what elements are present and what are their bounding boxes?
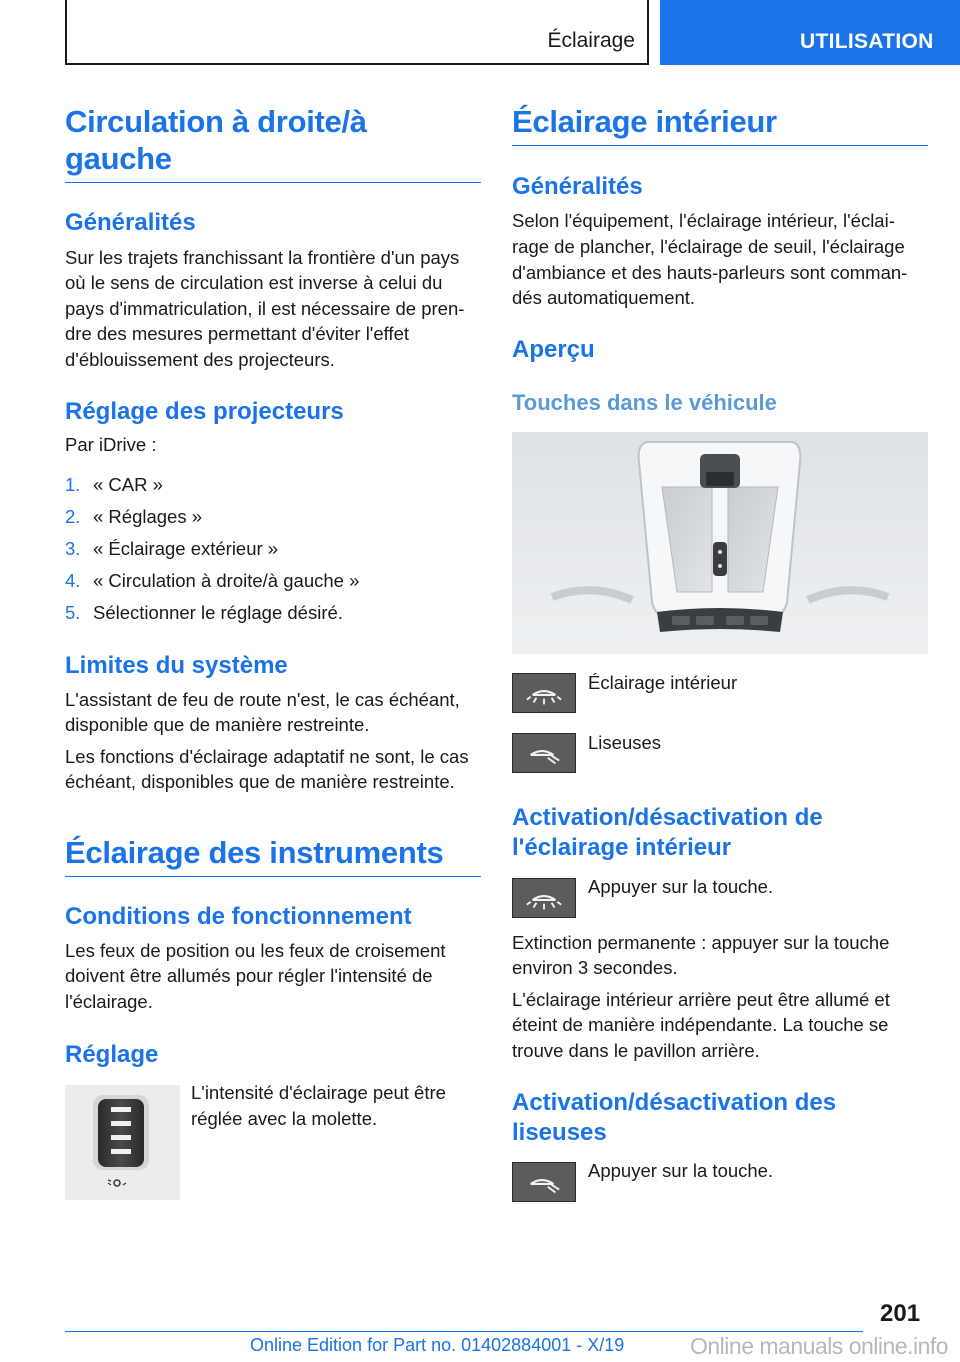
- step-text: « Éclairage extérieur »: [93, 538, 279, 559]
- left-reg-heading: Réglage des projecteurs: [65, 398, 344, 425]
- step-number: 2.: [65, 506, 81, 527]
- right-lis-heading-line1: Activation/désactivation des: [512, 1089, 837, 1116]
- page-number: 201: [880, 1300, 921, 1327]
- dimmer-wheel-icon: [65, 1085, 180, 1200]
- left-inst-rule: [65, 876, 481, 877]
- header-chapter-tab[interactable]: [660, 0, 960, 65]
- step-number: 5.: [65, 602, 81, 623]
- left-cond-line: doivent être allumés pour régler l'intensité de: [65, 965, 433, 986]
- left-gen-line: Sur les trajets franchissant la frontière d'un pays: [65, 247, 460, 268]
- step-text: « Réglages »: [93, 506, 203, 527]
- interior-light-icon: [513, 674, 575, 712]
- reading-light-icon: [513, 734, 575, 772]
- right-gen-heading: Généralités: [512, 173, 643, 200]
- right-gen-line: dés automatiquement.: [512, 287, 696, 308]
- right-touches-heading: Touches dans le véhicule: [512, 390, 777, 415]
- header-chapter: UTILISATION: [800, 30, 934, 53]
- left-title-line2: gauche: [65, 141, 172, 176]
- step-number: 4.: [65, 570, 81, 591]
- dimmer-wheel-image: [65, 1085, 180, 1200]
- left-regl-heading: Réglage: [65, 1041, 159, 1068]
- right-rear-line: éteint de manière indépendante. La touche se: [512, 1014, 889, 1035]
- legend-interior-light: Éclairage intérieur: [588, 672, 738, 693]
- header-section: Éclairage: [547, 29, 635, 52]
- right-lis-heading-line2: liseuses: [512, 1119, 607, 1146]
- reading-light-icon: [513, 1163, 575, 1201]
- right-gen-line: d'ambiance et des hauts-parleurs sont comman‐: [512, 262, 908, 283]
- step-text: « Circulation à droite/à gauche »: [93, 570, 360, 591]
- left-regl-line: réglée avec la molette.: [191, 1108, 378, 1129]
- step-text: Sélectionner le réglage désiré.: [93, 602, 343, 623]
- left-title-line1: Circulation à droite/à: [65, 104, 367, 139]
- left-regl-line: L'intensité d'éclairage peut être: [191, 1082, 446, 1103]
- footer-watermark: Online manuals online.info: [690, 1333, 949, 1359]
- right-rear-line: L'éclairage intérieur arrière peut être allumé et: [512, 989, 890, 1010]
- right-title-rule: [512, 145, 928, 146]
- left-lim-heading: Limites du système: [65, 652, 288, 679]
- left-gen-line: d'éblouissement des projecteurs.: [65, 349, 335, 370]
- overhead-console-image: [512, 432, 928, 654]
- left-cond-line: Les feux de position ou les feux de croisement: [65, 940, 446, 961]
- left-gen-line: où le sens de circulation est inverse à celui du: [65, 272, 443, 293]
- reading-light-button-image: [512, 733, 576, 773]
- left-gen-line: dre des mesures permettant d'éviter l'effet: [65, 323, 410, 344]
- left-cond-heading: Conditions de fonctionnement: [65, 903, 412, 930]
- right-lis-press: Appuyer sur la touche.: [588, 1160, 774, 1181]
- overhead-console-illustration: [512, 432, 928, 654]
- step-number: 3.: [65, 538, 81, 559]
- interior-light-button-image: [512, 673, 576, 713]
- right-act-heading-line2: l'éclairage intérieur: [512, 834, 732, 861]
- left-lim-line: échéant, disponibles que de manière restreinte.: [65, 771, 455, 792]
- right-gen-line: Selon l'équipement, l'éclairage intérieur, l'éclai‐: [512, 210, 895, 231]
- legend-reading-light: Liseuses: [588, 732, 662, 753]
- left-title-rule: [65, 182, 481, 183]
- left-reg-intro: Par iDrive :: [65, 434, 157, 455]
- step-number: 1.: [65, 474, 81, 495]
- left-inst-title: Éclairage des instruments: [65, 835, 444, 870]
- right-act-press: Appuyer sur la touche.: [588, 876, 774, 897]
- right-act-heading-line1: Activation/désactivation de: [512, 804, 823, 831]
- right-ext-line: environ 3 secondes.: [512, 957, 678, 978]
- left-gen-heading: Généralités: [65, 209, 196, 236]
- footer-edition: Online Edition for Part no. 01402884001 - X/19: [250, 1335, 625, 1355]
- reading-light-button-image: [512, 1162, 576, 1202]
- footer-rule: [65, 1331, 863, 1332]
- right-rear-line: trouve dans le pavillon arrière.: [512, 1040, 760, 1061]
- left-gen-line: pays d'immatriculation, il est nécessaire de pren‐: [65, 298, 465, 319]
- header-section-box: [65, 0, 649, 65]
- step-text: « CAR »: [93, 474, 163, 495]
- left-lim-line: Les fonctions d'éclairage adaptatif ne sont, le cas: [65, 746, 469, 767]
- left-lim-line: L'assistant de feu de route n'est, le cas échéant,: [65, 689, 460, 710]
- interior-light-icon: [513, 879, 575, 917]
- interior-light-button-image: [512, 878, 576, 918]
- right-title: Éclairage intérieur: [512, 104, 777, 139]
- right-apercu-heading: Aperçu: [512, 336, 595, 363]
- right-gen-line: rage de plancher, l'éclairage de seuil, l'éclairage: [512, 236, 905, 257]
- left-lim-line: disponible que de manière restreinte.: [65, 714, 370, 735]
- right-ext-line: Extinction permanente : appuyer sur la touche: [512, 932, 890, 953]
- left-cond-line: l'éclairage.: [65, 991, 153, 1012]
